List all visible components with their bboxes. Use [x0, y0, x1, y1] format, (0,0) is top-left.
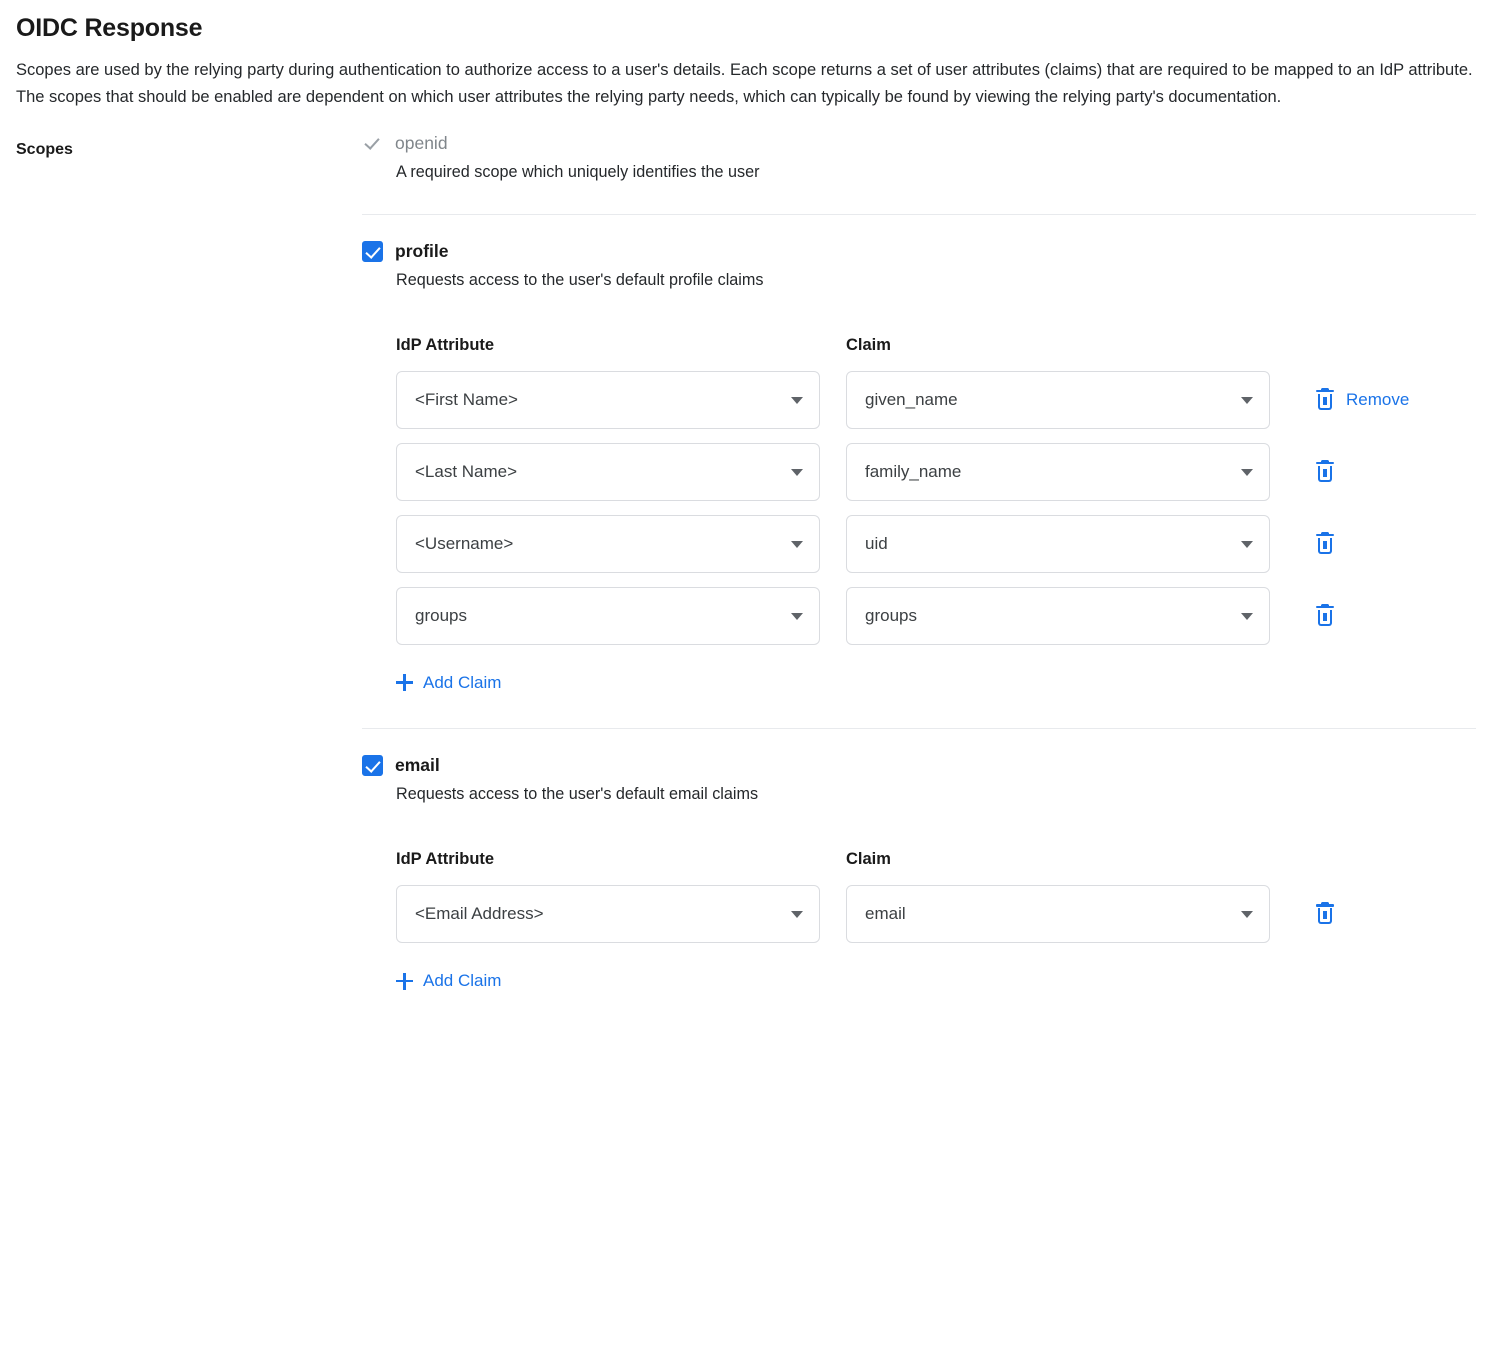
plus-icon [396, 674, 413, 691]
trash-icon[interactable] [1314, 902, 1336, 926]
scope-block-email [362, 755, 1476, 1001]
claim-select[interactable] [846, 885, 1270, 943]
idp-attribute-select-value: <Username> [415, 533, 514, 553]
column-header-idp-attribute: IdP Attribute [396, 850, 495, 869]
scope-checkbox-openid [362, 133, 383, 154]
claim-select-value: email [865, 904, 906, 924]
idp-attribute-select-cell [396, 885, 846, 943]
trash-icon[interactable] [1314, 532, 1336, 556]
add-claim-button[interactable] [396, 673, 501, 693]
claim-row-actions [1296, 902, 1336, 926]
claim-select-value: family_name [865, 461, 962, 481]
claim-select-value: given_name [865, 389, 958, 409]
claims-table-profile [396, 336, 1476, 697]
claim-select-value: groups [865, 605, 917, 625]
add-claim-label: Add Claim [423, 672, 502, 692]
trash-icon[interactable] [1314, 460, 1336, 484]
idp-attribute-select-value: <Email Address> [415, 904, 544, 924]
scope-description-profile: Requests access to the user's default profile claims [396, 270, 764, 289]
claim-row-actions [1296, 460, 1336, 484]
claims-table-email [396, 850, 1476, 995]
column-header-claim: Claim [846, 335, 891, 354]
add-claim-label: Add Claim [423, 971, 502, 991]
idp-attribute-select[interactable] [396, 515, 820, 573]
scope-description-openid: A required scope which uniquely identifies the user [396, 162, 760, 181]
scope-header-openid [362, 133, 1476, 154]
claim-row [396, 443, 1476, 501]
claim-select-cell [846, 515, 1296, 573]
claim-row [396, 885, 1476, 943]
plus-icon [396, 973, 413, 990]
page-description: Scopes are used by the relying party during authentication to authorize access to a user's details. Each scope returns a set of user attributes (claims) that are required to be mapped to an IdP attribute. The scopes that should be enabled are dependent on which user attributes the relying party needs, which can typically be found by viewing the relying party's documentation. [16, 61, 1473, 106]
spacer [362, 729, 1476, 755]
spacer [362, 215, 1476, 241]
scope-checkbox-email[interactable] [362, 755, 383, 776]
scopes-label: Scopes [16, 140, 73, 158]
scopes-section [16, 133, 1476, 1001]
idp-attribute-select-value: groups [415, 605, 467, 625]
idp-attribute-select-cell [396, 515, 846, 573]
idp-attribute-select-cell [396, 371, 846, 429]
idp-attribute-select[interactable] [396, 587, 820, 645]
idp-attribute-select[interactable] [396, 371, 820, 429]
claim-select-cell [846, 587, 1296, 645]
scope-header-profile [362, 241, 1476, 262]
chevron-down-icon [791, 911, 803, 918]
trash-icon[interactable] [1314, 604, 1336, 628]
chevron-down-icon [1241, 911, 1253, 918]
claim-row [396, 371, 1476, 429]
page-title: OIDC Response [16, 14, 203, 42]
scope-header-email [362, 755, 1476, 776]
claim-select-value: uid [865, 533, 888, 553]
chevron-down-icon [791, 469, 803, 476]
scope-name-openid: openid [395, 132, 448, 153]
scope-block-openid [362, 133, 1476, 188]
claim-select[interactable] [846, 443, 1270, 501]
scope-name-email: email [395, 755, 440, 776]
claim-row-actions [1296, 388, 1409, 412]
column-header-claim: Claim [846, 850, 891, 869]
claim-select[interactable] [846, 515, 1270, 573]
trash-icon[interactable] [1314, 388, 1336, 412]
scope-name-profile: profile [395, 240, 449, 261]
scopes-list [362, 133, 1476, 1001]
chevron-down-icon [791, 397, 803, 404]
scope-checkbox-profile[interactable] [362, 241, 383, 262]
claim-select[interactable] [846, 371, 1270, 429]
add-claim-button[interactable] [396, 971, 501, 991]
idp-attribute-select-value: <First Name> [415, 389, 518, 409]
claim-row-actions [1296, 532, 1336, 556]
claim-select-cell [846, 443, 1296, 501]
chevron-down-icon [1241, 613, 1253, 620]
claim-select-cell [846, 371, 1296, 429]
chevron-down-icon [791, 613, 803, 620]
chevron-down-icon [1241, 541, 1253, 548]
chevron-down-icon [791, 541, 803, 548]
idp-attribute-select-value: <Last Name> [415, 461, 518, 481]
claims-column-headers [396, 850, 1476, 869]
idp-attribute-select-cell [396, 587, 846, 645]
claim-select[interactable] [846, 587, 1270, 645]
claim-row [396, 515, 1476, 573]
chevron-down-icon [1241, 469, 1253, 476]
claim-row-actions [1296, 604, 1336, 628]
claim-row [396, 587, 1476, 645]
scope-block-profile [362, 241, 1476, 703]
claim-select-cell [846, 885, 1296, 943]
idp-attribute-select-cell [396, 443, 846, 501]
claims-column-headers [396, 336, 1476, 355]
column-header-idp-attribute: IdP Attribute [396, 335, 495, 354]
chevron-down-icon [1241, 397, 1253, 404]
scope-description-email: Requests access to the user's default email claims [396, 785, 759, 804]
idp-attribute-select[interactable] [396, 885, 820, 943]
idp-attribute-select[interactable] [396, 443, 820, 501]
remove-claim-button[interactable]: Remove [1346, 389, 1410, 409]
